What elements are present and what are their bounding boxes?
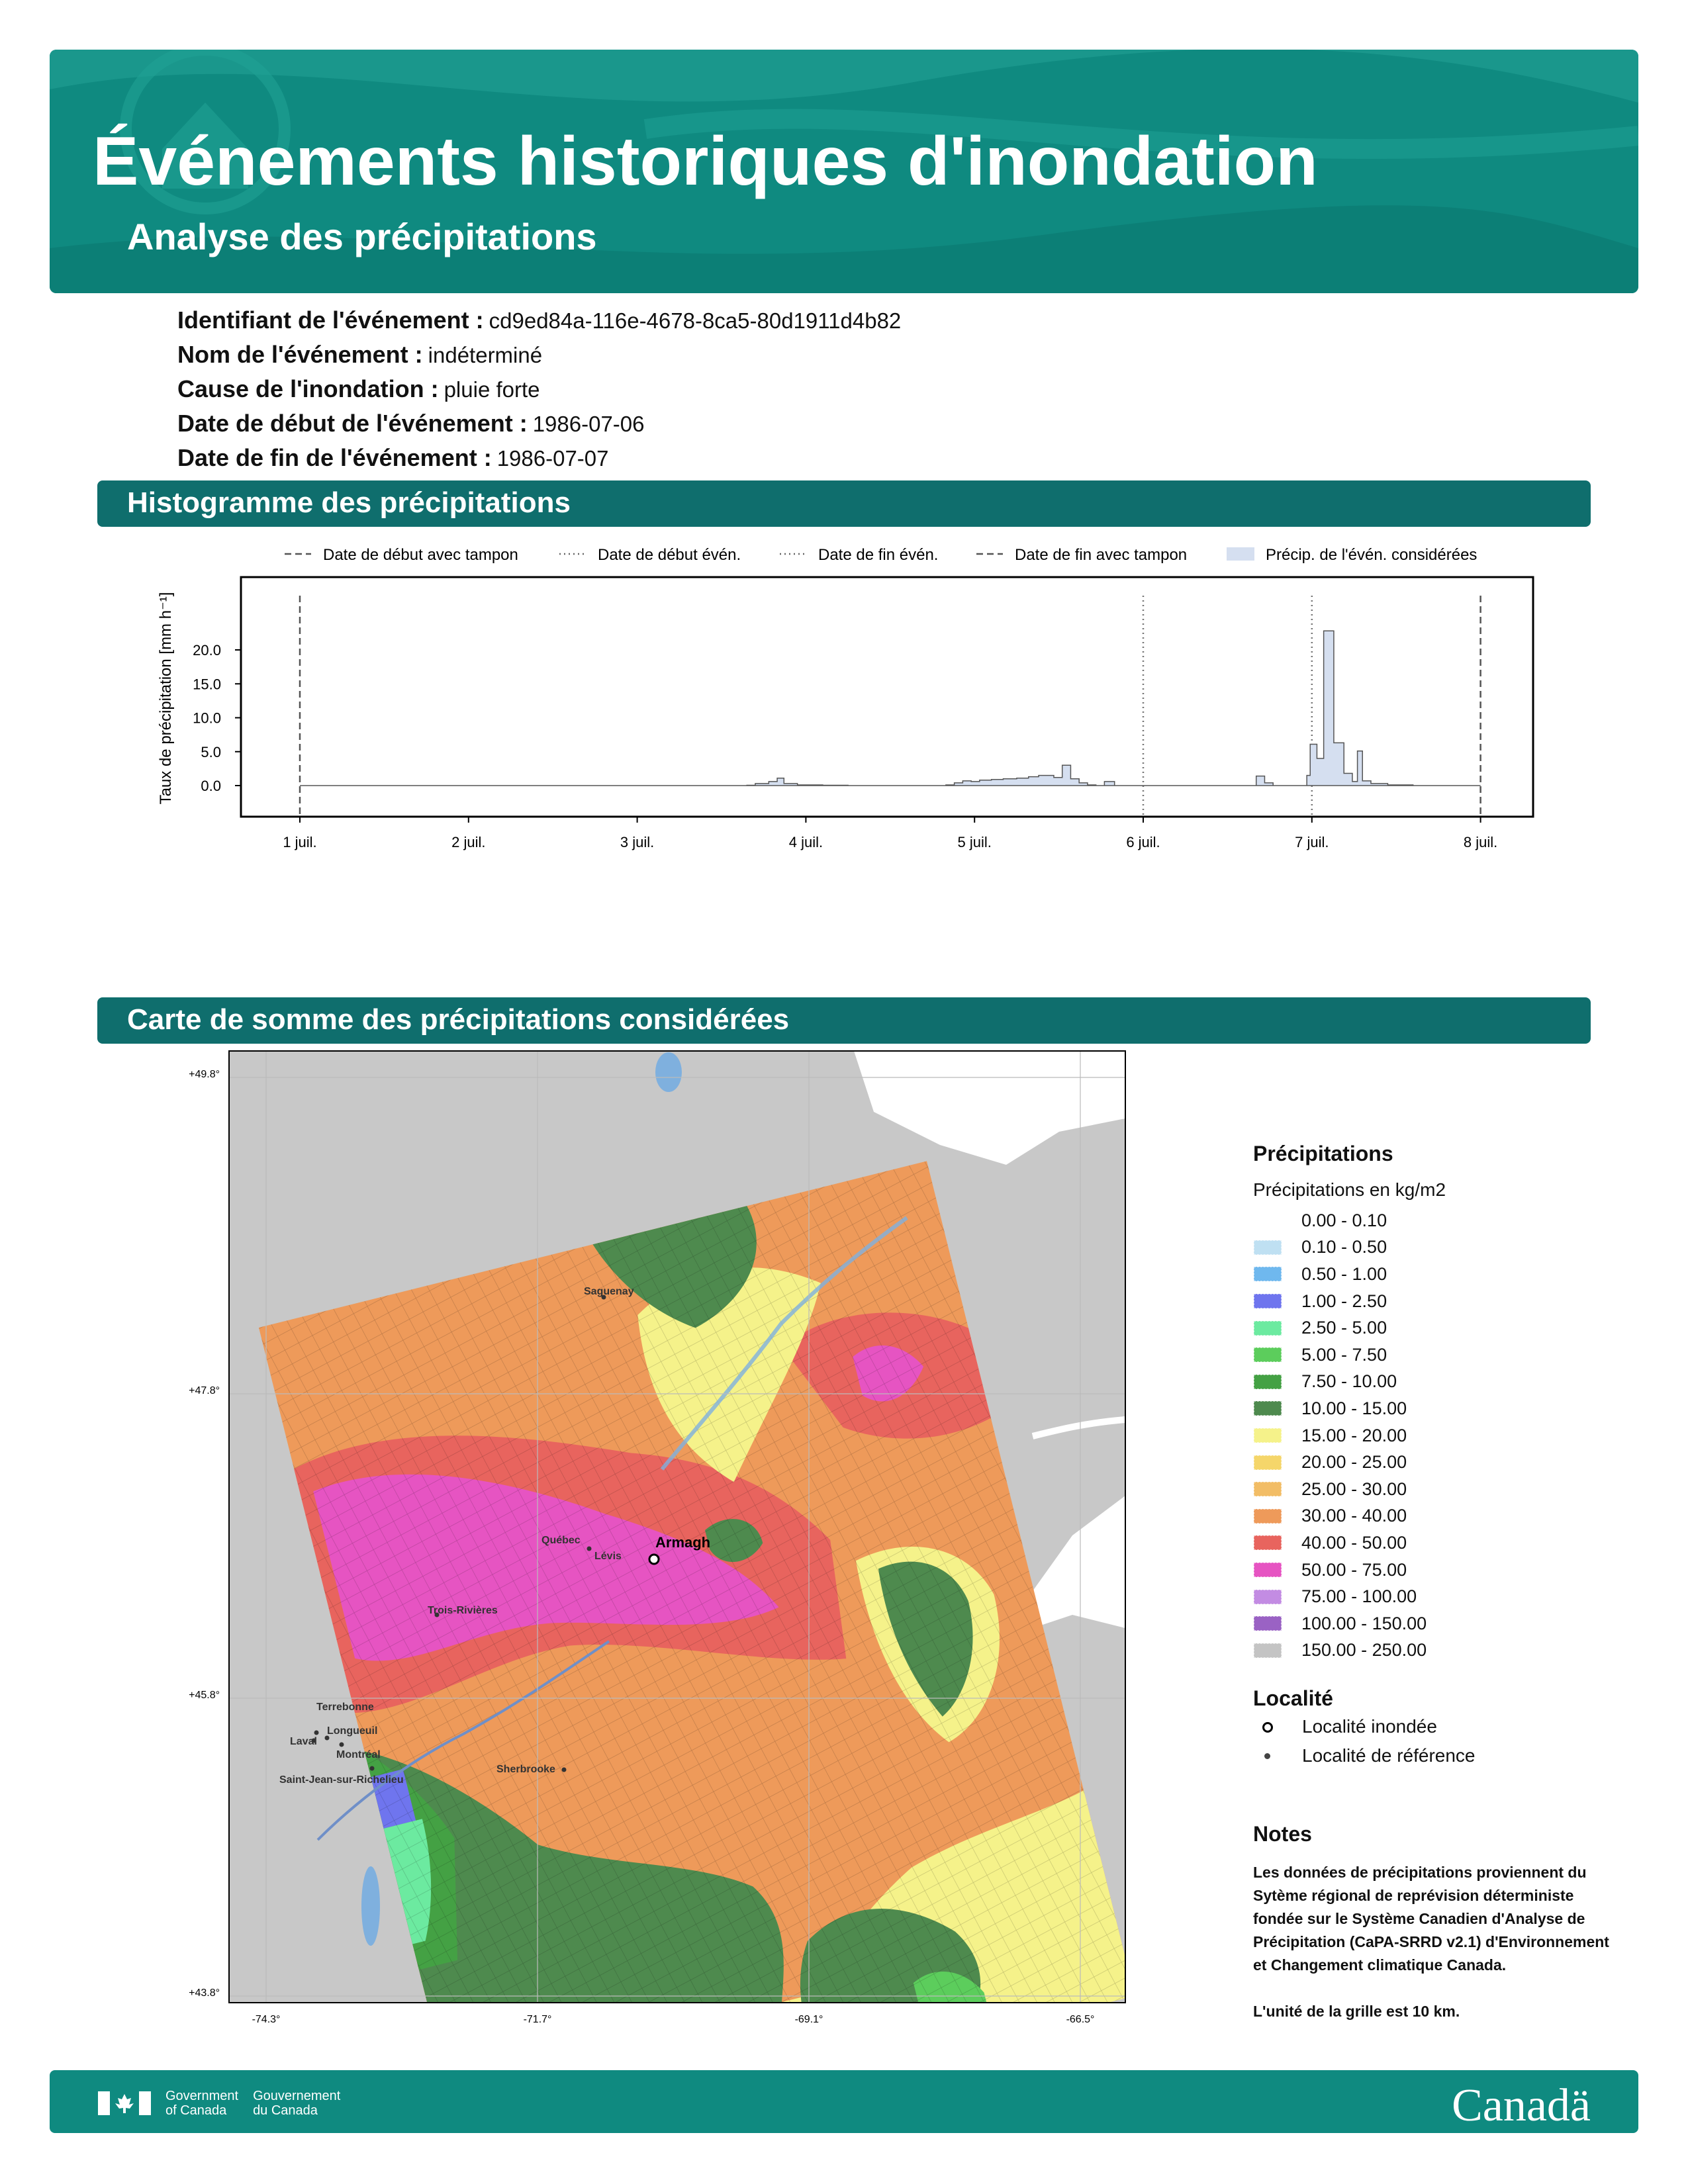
- event-name-label: Nom de l'événement :: [177, 341, 423, 368]
- city-label-laval: Laval: [290, 1736, 317, 1747]
- flood-cause-row: [177, 372, 901, 406]
- x-tick-label: 1 juil.: [283, 834, 317, 850]
- page-subtitle: Analyse des précipitations: [127, 216, 597, 257]
- histogram-y-axis: [193, 642, 241, 794]
- legend-swatch: [1254, 1616, 1282, 1631]
- legend-item: [1253, 1610, 1624, 1637]
- map-lat-tick: +45.8°: [189, 1690, 220, 1701]
- legend-swatch: [1254, 1428, 1282, 1443]
- map-lat-tick: +43.8°: [189, 1987, 220, 1999]
- map-lon-tick: -71.7°: [523, 2014, 552, 2025]
- legend-swatch: [1254, 1563, 1282, 1577]
- y-tick-label: 5.0: [201, 743, 221, 760]
- x-tick-label: 7 juil.: [1295, 834, 1329, 850]
- start-date-row: [177, 406, 901, 441]
- legend-item: [1253, 1529, 1624, 1557]
- legend-item-label: 0.50 - 1.00: [1301, 1263, 1387, 1284]
- legend-item: [1253, 1503, 1624, 1530]
- notes-title: Notes: [1253, 1822, 1312, 1846]
- legend-item: [1253, 1261, 1624, 1288]
- legend-item-label: 5.00 - 7.50: [1301, 1344, 1387, 1365]
- gov-fr-line2: du Canada: [253, 2103, 318, 2118]
- event-name-value: indéterminé: [428, 343, 543, 367]
- legend-subtitle: Précipitations en kg/m2: [1253, 1179, 1446, 1200]
- city-label-terrebonne: Terrebonne: [316, 1702, 374, 1713]
- start-date-value: 1986-07-06: [532, 412, 645, 436]
- x-tick-label: 8 juil.: [1463, 834, 1498, 850]
- map-lat-tick: +47.8°: [189, 1385, 220, 1396]
- map-lat-tick: +49.8°: [189, 1069, 220, 1080]
- legend-label-start-buffer: Date de début avec tampon: [323, 546, 518, 564]
- legend-swatch: [1254, 1213, 1282, 1228]
- legend-item-label: 15.00 - 20.00: [1301, 1425, 1407, 1445]
- legend-item-label: 100.00 - 150.00: [1301, 1613, 1427, 1633]
- legend-item-label: 75.00 - 100.00: [1301, 1586, 1417, 1607]
- y-tick-label: 0.0: [201, 778, 221, 794]
- legend-item-label: 7.50 - 10.00: [1301, 1371, 1397, 1392]
- legend-item-label: 25.00 - 30.00: [1301, 1479, 1407, 1499]
- city-marker: [370, 1766, 375, 1771]
- legend-item-label: 20.00 - 25.00: [1301, 1452, 1407, 1473]
- legend-swatch: [1254, 1482, 1282, 1496]
- city-label-quebec: Québec: [541, 1535, 581, 1546]
- northern-lake: [655, 1052, 682, 1092]
- legend-item-label: 40.00 - 50.00: [1301, 1532, 1407, 1553]
- city-marker: [340, 1743, 344, 1747]
- legend-swatch: [1254, 1375, 1282, 1389]
- legend-item: [1253, 1476, 1624, 1503]
- city-label-saguenay: Saguenay: [584, 1286, 634, 1297]
- page-title: Événements historiques d'inondation: [93, 123, 1318, 200]
- legend-item: [1253, 1207, 1624, 1234]
- end-date-value: 1986-07-07: [496, 446, 609, 471]
- y-tick-label: 15.0: [193, 676, 221, 693]
- legend-swatch: [1254, 1643, 1282, 1658]
- legend-title: Précipitations: [1253, 1142, 1393, 1165]
- legend-label-end-buffer: Date de fin avec tampon: [1015, 546, 1188, 564]
- legend-item: [1253, 1637, 1624, 1664]
- gov-fr: [253, 2089, 340, 2118]
- legend-item-label: 30.00 - 40.00: [1301, 1506, 1407, 1526]
- legend-swatch: [1254, 1240, 1282, 1255]
- city-label-sherbrooke: Sherbrooke: [496, 1764, 555, 1775]
- legend-label-event-end: Date de fin évén.: [818, 546, 939, 564]
- x-tick-label: 4 juil.: [788, 834, 823, 850]
- city-label-longueuil: Longueuil: [327, 1725, 378, 1737]
- legend-item-label: 0.00 - 0.10: [1301, 1210, 1387, 1230]
- flooded-locality-icon: [1253, 1717, 1282, 1737]
- legend-label-precip: Précip. de l'évén. considérées: [1266, 546, 1477, 564]
- reference-locality-icon: [1253, 1746, 1282, 1766]
- legend-item: [1253, 1342, 1624, 1369]
- map-lon-tick: -66.5°: [1066, 2014, 1095, 2025]
- map-section-title: Carte de somme des précipitations considérées: [127, 1003, 790, 1036]
- histogram-legend: [285, 546, 1477, 564]
- lake-champlain: [361, 1866, 380, 1946]
- legend-item-label: 10.00 - 15.00: [1301, 1398, 1407, 1418]
- end-date-row: [177, 441, 901, 475]
- gov-en: [165, 2089, 238, 2118]
- gov-fr-line1: Gouvernement: [253, 2089, 341, 2103]
- flooded-locality-marker: [649, 1555, 659, 1564]
- city-label-saint-jean: Saint-Jean-sur-Richelieu: [279, 1774, 404, 1786]
- x-tick-label: 2 juil.: [451, 834, 486, 850]
- locality-flooded-item: [1253, 1713, 1624, 1740]
- locality-reference-label: Localité de référence: [1302, 1745, 1476, 1766]
- legend-swatch: [1254, 1590, 1282, 1604]
- legend-swatch: [1254, 1535, 1282, 1550]
- locality-legend-title: Localité: [1253, 1686, 1333, 1711]
- header-banner: [50, 50, 1638, 293]
- city-label-levis: Lévis: [594, 1551, 622, 1562]
- gov-en-line2: of Canada: [165, 2103, 227, 2118]
- canada-flag-icon: [98, 2090, 151, 2116]
- canada-wordmark: Canadä: [1452, 2080, 1591, 2131]
- event-name-row: [177, 338, 901, 372]
- histogram-section-bar: [97, 480, 1591, 527]
- legend-swatch-precip: [1227, 547, 1254, 561]
- histogram-section-title: Histogramme des précipitations: [127, 486, 571, 519]
- legend-item: [1253, 1369, 1624, 1396]
- gov-en-line1: Government: [165, 2089, 239, 2103]
- legend-item-label: 1.00 - 2.50: [1301, 1291, 1387, 1311]
- histogram-y-label: Taux de précipitation [mm h⁻¹]: [157, 592, 175, 805]
- event-info: [177, 303, 901, 475]
- notes-grid-unit: L'unité de la grille est 10 km.: [1253, 2003, 1460, 2021]
- legend-item-label: 0.10 - 0.50: [1301, 1237, 1387, 1257]
- x-tick-label: 6 juil.: [1126, 834, 1160, 850]
- precipitation-histogram: [0, 529, 1688, 1059]
- legend-item: [1253, 1583, 1624, 1610]
- legend-swatch: [1254, 1321, 1282, 1336]
- histogram-x-axis: [283, 817, 1497, 850]
- flood-cause-value: pluie forte: [444, 377, 540, 402]
- map-lon-tick: -74.3°: [252, 2014, 281, 2025]
- legend-swatch: [1254, 1267, 1282, 1281]
- y-tick-label: 10.0: [193, 709, 221, 727]
- legend-swatch: [1254, 1509, 1282, 1524]
- event-id-value: cd9ed84a-116e-4678-8ca5-80d1911d4b82: [489, 308, 902, 333]
- city-label-trois-rivieres: Trois-Rivières: [428, 1605, 498, 1616]
- y-tick-label: 20.0: [193, 642, 221, 659]
- locality-reference-item: [1253, 1743, 1624, 1769]
- legend-swatch: [1254, 1401, 1282, 1416]
- city-label-montreal: Montréal: [336, 1749, 381, 1760]
- map-legend: [1253, 1142, 1624, 2023]
- legend-item: [1253, 1314, 1624, 1342]
- event-id-label: Identifiant de l'événement :: [177, 306, 484, 334]
- x-tick-label: 3 juil.: [620, 834, 655, 850]
- government-of-canada-signature: [98, 2090, 340, 2116]
- legend-item: [1253, 1422, 1624, 1449]
- legend-item: [1253, 1395, 1624, 1422]
- legend-item: [1253, 1557, 1624, 1584]
- city-marker: [562, 1768, 567, 1772]
- legend-swatch: [1254, 1294, 1282, 1308]
- legend-swatch: [1254, 1347, 1282, 1362]
- legend-item: [1253, 1449, 1624, 1476]
- legend-item-label: 50.00 - 75.00: [1301, 1559, 1407, 1580]
- footer-bar: [50, 2070, 1638, 2133]
- city-marker: [587, 1547, 592, 1551]
- flooded-locality-label: Armagh: [655, 1534, 711, 1551]
- end-date-label: Date de fin de l'événement :: [177, 444, 492, 471]
- event-id-row: [177, 303, 901, 338]
- legend-item: [1253, 1234, 1624, 1261]
- locality-flooded-label: Localité inondée: [1302, 1716, 1437, 1737]
- city-marker: [314, 1731, 319, 1735]
- map-lon-tick: -69.1°: [794, 2014, 823, 2025]
- legend-item: [1253, 1288, 1624, 1315]
- legend-item-label: 2.50 - 5.00: [1301, 1318, 1387, 1338]
- start-date-label: Date de début de l'événement :: [177, 410, 528, 437]
- legend-item-label: 150.00 - 250.00: [1301, 1640, 1427, 1661]
- notes-text: Les données de précipitations proviennent du Sytème régional de reprévision déterministe fondée sur le Système Canadien d'Analyse de Précipitation (CaPA-SRRD v2.1) d'Environnement et Changement climatique Canada.: [1253, 1864, 1609, 1974]
- legend-label-event-start: Date de début évén.: [598, 546, 741, 564]
- flood-cause-label: Cause de l'inondation :: [177, 375, 439, 402]
- x-tick-label: 5 juil.: [957, 834, 992, 850]
- legend-items: [1253, 1207, 1624, 1664]
- legend-swatch: [1254, 1455, 1282, 1470]
